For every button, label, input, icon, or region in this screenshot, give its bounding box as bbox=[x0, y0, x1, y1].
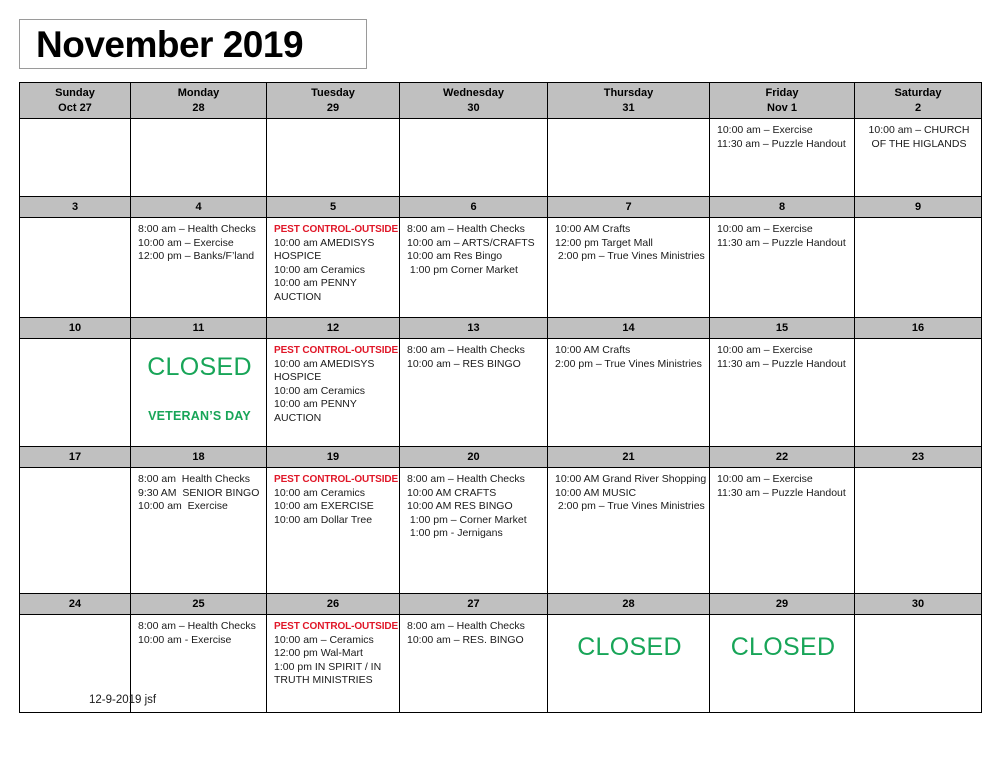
event-line: 10:00 AM RES BINGO bbox=[407, 500, 513, 513]
week-events-row bbox=[20, 468, 982, 594]
closed-label: CLOSED bbox=[577, 633, 682, 661]
date-number-cell: 19 bbox=[267, 447, 400, 468]
closed-notice bbox=[138, 344, 261, 424]
day-cell[interactable] bbox=[855, 615, 982, 713]
event-line: 10:00 am Ceramics bbox=[274, 384, 366, 397]
day-cell[interactable] bbox=[267, 468, 400, 594]
event-line: 10:00 AM Crafts bbox=[555, 223, 631, 235]
event-line: 10:00 am AMEDISYS bbox=[274, 357, 375, 370]
date-number-cell: 6 bbox=[400, 197, 548, 218]
weekday-header-thursday bbox=[548, 83, 710, 119]
date-number-cell: 9 bbox=[855, 197, 982, 218]
footer-note: 12-9-2019 jsf bbox=[89, 694, 157, 706]
day-cell[interactable] bbox=[20, 339, 131, 447]
day-cell[interactable] bbox=[20, 468, 131, 594]
day-cell[interactable] bbox=[131, 468, 267, 594]
weekday-header-monday bbox=[131, 83, 267, 119]
pest-control-notice: PEST CONTROL-OUTSIDE bbox=[274, 621, 399, 632]
event-line: 10:00 AM Grand River Shopping bbox=[555, 473, 707, 485]
date-number-cell: 11 bbox=[131, 318, 267, 339]
week-events-row bbox=[20, 615, 982, 713]
date-number-cell: 28 bbox=[548, 594, 710, 615]
date-number-cell: 10 bbox=[20, 318, 131, 339]
date-number-cell: 24 bbox=[20, 594, 131, 615]
event-line: TRUTH MINISTRIES bbox=[274, 674, 373, 687]
day-cell[interactable] bbox=[131, 339, 267, 447]
day-cell[interactable] bbox=[20, 218, 131, 318]
event-line: 10:00 am – Exercise bbox=[138, 236, 234, 249]
event-line: 11:30 am – Puzzle Handout bbox=[717, 236, 846, 249]
weekday-date: 30 bbox=[467, 101, 480, 114]
event-line: 10:00 am EXERCISE bbox=[274, 500, 374, 513]
weekday-date: 28 bbox=[192, 101, 205, 114]
event-line: 11:30 am – Puzzle Handout bbox=[717, 137, 846, 150]
day-cell[interactable] bbox=[400, 218, 548, 318]
day-cell[interactable] bbox=[400, 615, 548, 713]
event-line: 10:00 am – RES. BINGO bbox=[407, 633, 524, 646]
day-cell[interactable] bbox=[548, 119, 710, 197]
date-number-cell: 21 bbox=[548, 447, 710, 468]
day-cell[interactable] bbox=[710, 468, 855, 594]
event-line: 10:00 am – Ceramics bbox=[274, 633, 374, 646]
event-line: 10:00 am - Exercise bbox=[138, 633, 232, 646]
weekday-header-friday bbox=[710, 83, 855, 119]
date-number-row bbox=[20, 447, 982, 468]
event-line: 10:00 am – CHURCH OF THE HIGLANDS bbox=[868, 124, 970, 150]
day-cell[interactable] bbox=[131, 119, 267, 197]
event-line: 10:00 am – Exercise bbox=[717, 124, 813, 136]
weekday-header-tuesday bbox=[267, 83, 400, 119]
day-cell[interactable] bbox=[267, 339, 400, 447]
event-line: HOSPICE bbox=[274, 371, 322, 384]
event-line: 10:00 am – RES BINGO bbox=[407, 357, 521, 370]
event-line: 8:00 am – Health Checks bbox=[138, 620, 256, 632]
date-number-cell: 5 bbox=[267, 197, 400, 218]
event-line: HOSPICE bbox=[274, 250, 322, 263]
pest-control-notice: PEST CONTROL-OUTSIDE bbox=[274, 345, 399, 356]
event-line: 1:00 pm - Jernigans bbox=[407, 527, 503, 540]
day-cell[interactable] bbox=[267, 615, 400, 713]
date-number-cell: 12 bbox=[267, 318, 400, 339]
date-number-cell: 29 bbox=[710, 594, 855, 615]
event-line: 11:30 am – Puzzle Handout bbox=[717, 357, 846, 370]
event-line: 11:30 am – Puzzle Handout bbox=[717, 486, 846, 499]
date-number-cell: 13 bbox=[400, 318, 548, 339]
event-line: 12:00 pm Wal-Mart bbox=[274, 647, 363, 660]
event-line: 8:00 am – Health Checks bbox=[407, 223, 525, 235]
event-line: 10:00 am Res Bingo bbox=[407, 250, 503, 263]
day-cell[interactable] bbox=[548, 615, 710, 713]
date-number-row bbox=[20, 318, 982, 339]
event-line: 10:00 AM CRAFTS bbox=[407, 486, 497, 499]
weekday-date: 29 bbox=[326, 101, 340, 114]
date-number-cell: 27 bbox=[400, 594, 548, 615]
date-number-cell: 3 bbox=[20, 197, 131, 218]
date-number-cell: 25 bbox=[131, 594, 267, 615]
pest-control-notice: PEST CONTROL-OUTSIDE bbox=[274, 474, 399, 485]
event-line: 2:00 pm – True Vines Ministries bbox=[555, 500, 705, 513]
event-line: 1:00 pm Corner Market bbox=[407, 263, 518, 276]
closed-notice bbox=[555, 620, 704, 662]
event-line: 8:00 am – Health Checks bbox=[407, 344, 525, 356]
weekday-date: 31 bbox=[622, 101, 635, 114]
date-number-cell: 4 bbox=[131, 197, 267, 218]
closed-label: CLOSED bbox=[730, 633, 836, 661]
date-number-cell: 14 bbox=[548, 318, 710, 339]
weekday-name: Sunday bbox=[55, 87, 95, 99]
weekday-name: Tuesday bbox=[311, 87, 355, 99]
event-line: 2:00 pm – True Vines Ministries bbox=[555, 250, 705, 263]
closed-notice bbox=[717, 620, 849, 662]
event-line: 8:00 am – Health Checks bbox=[407, 620, 525, 632]
weekday-name: Friday bbox=[765, 87, 799, 99]
week-events-row bbox=[20, 339, 982, 447]
day-cell[interactable] bbox=[267, 119, 400, 197]
event-line: 10:00 am – ARTS/CRAFTS bbox=[407, 236, 535, 249]
event-line: 10:00 am Ceramics bbox=[274, 263, 366, 276]
event-line: 8:00 am Health Checks bbox=[138, 473, 251, 485]
date-number-cell: 17 bbox=[20, 447, 131, 468]
weekday-header-sunday bbox=[20, 83, 131, 119]
date-number-cell: 16 bbox=[855, 318, 982, 339]
date-number-cell: 26 bbox=[267, 594, 400, 615]
date-number-cell: 30 bbox=[855, 594, 982, 615]
date-number-row bbox=[20, 197, 982, 218]
day-cell[interactable] bbox=[20, 119, 131, 197]
weekday-header-row bbox=[20, 83, 982, 119]
week-events-row bbox=[20, 119, 982, 197]
date-number-cell: 18 bbox=[131, 447, 267, 468]
event-line: 10:00 am – Exercise bbox=[717, 223, 813, 235]
event-line: 10:00 am Dollar Tree bbox=[274, 513, 373, 526]
weekday-name: Wednesday bbox=[443, 87, 504, 99]
day-cell[interactable] bbox=[855, 339, 982, 447]
event-line: 10:00 am PENNY bbox=[274, 277, 357, 290]
day-cell[interactable] bbox=[710, 218, 855, 318]
day-cell[interactable] bbox=[548, 218, 710, 318]
page-title: November 2019 bbox=[36, 23, 304, 65]
weekday-name: Monday bbox=[177, 87, 220, 99]
event-line: 10:00 am Exercise bbox=[138, 500, 228, 513]
event-line: 10:00 AM MUSIC bbox=[555, 486, 637, 499]
event-line: 12:00 pm – Banks/F’land bbox=[138, 250, 255, 263]
date-number-cell: 22 bbox=[710, 447, 855, 468]
date-number-cell: 15 bbox=[710, 318, 855, 339]
day-cell[interactable] bbox=[400, 339, 548, 447]
event-line: 8:00 am – Health Checks bbox=[407, 473, 525, 485]
date-number-cell: 20 bbox=[400, 447, 548, 468]
date-number-cell: 7 bbox=[548, 197, 710, 218]
day-cell[interactable] bbox=[710, 119, 855, 197]
weekday-date: Nov 1 bbox=[767, 101, 797, 114]
weekday-date: 2 bbox=[914, 101, 922, 114]
day-cell[interactable] bbox=[855, 468, 982, 594]
weekday-name: Saturday bbox=[894, 87, 942, 99]
event-line: 10:00 am AMEDISYS bbox=[274, 236, 375, 249]
day-cell[interactable] bbox=[267, 218, 400, 318]
event-line: AUCTION bbox=[274, 290, 322, 303]
day-cell[interactable] bbox=[710, 615, 855, 713]
event-line: 12:00 pm Target Mall bbox=[555, 236, 653, 249]
day-cell[interactable] bbox=[855, 119, 982, 197]
event-line: 1:00 pm – Corner Market bbox=[407, 513, 527, 526]
date-number-cell: 8 bbox=[710, 197, 855, 218]
holiday-label: VETERAN’S DAY bbox=[148, 409, 251, 423]
date-number-cell: 23 bbox=[855, 447, 982, 468]
event-line: 9:30 AM SENIOR BINGO bbox=[138, 486, 260, 499]
weekday-header-wednesday bbox=[400, 83, 548, 119]
day-cell[interactable] bbox=[400, 119, 548, 197]
event-line: 1:00 pm IN SPIRIT / IN bbox=[274, 660, 382, 673]
event-line: AUCTION bbox=[274, 411, 322, 424]
date-number-row bbox=[20, 594, 982, 615]
day-cell[interactable] bbox=[548, 339, 710, 447]
weekday-header-saturday bbox=[855, 83, 982, 119]
day-cell[interactable] bbox=[400, 468, 548, 594]
day-cell[interactable] bbox=[710, 339, 855, 447]
weekday-date: Oct 27 bbox=[58, 101, 92, 114]
day-cell[interactable] bbox=[855, 218, 982, 318]
event-line: 10:00 am PENNY bbox=[274, 398, 357, 411]
closed-label: CLOSED bbox=[147, 353, 252, 381]
week-events-row bbox=[20, 218, 982, 318]
event-line: 10:00 am – Exercise bbox=[717, 473, 813, 485]
event-line: 2:00 pm – True Vines Ministries bbox=[555, 357, 702, 370]
pest-control-notice: PEST CONTROL-OUTSIDE bbox=[274, 224, 399, 235]
event-line: 10:00 am – Exercise bbox=[717, 344, 813, 356]
calendar-table bbox=[19, 82, 982, 713]
month-title-box bbox=[19, 19, 367, 69]
event-line: 10:00 am Ceramics bbox=[274, 486, 366, 499]
weekday-name: Thursday bbox=[603, 87, 654, 99]
day-cell[interactable] bbox=[548, 468, 710, 594]
day-cell[interactable] bbox=[131, 218, 267, 318]
event-line: 10:00 AM Crafts bbox=[555, 344, 631, 356]
event-line: 8:00 am – Health Checks bbox=[138, 223, 256, 235]
